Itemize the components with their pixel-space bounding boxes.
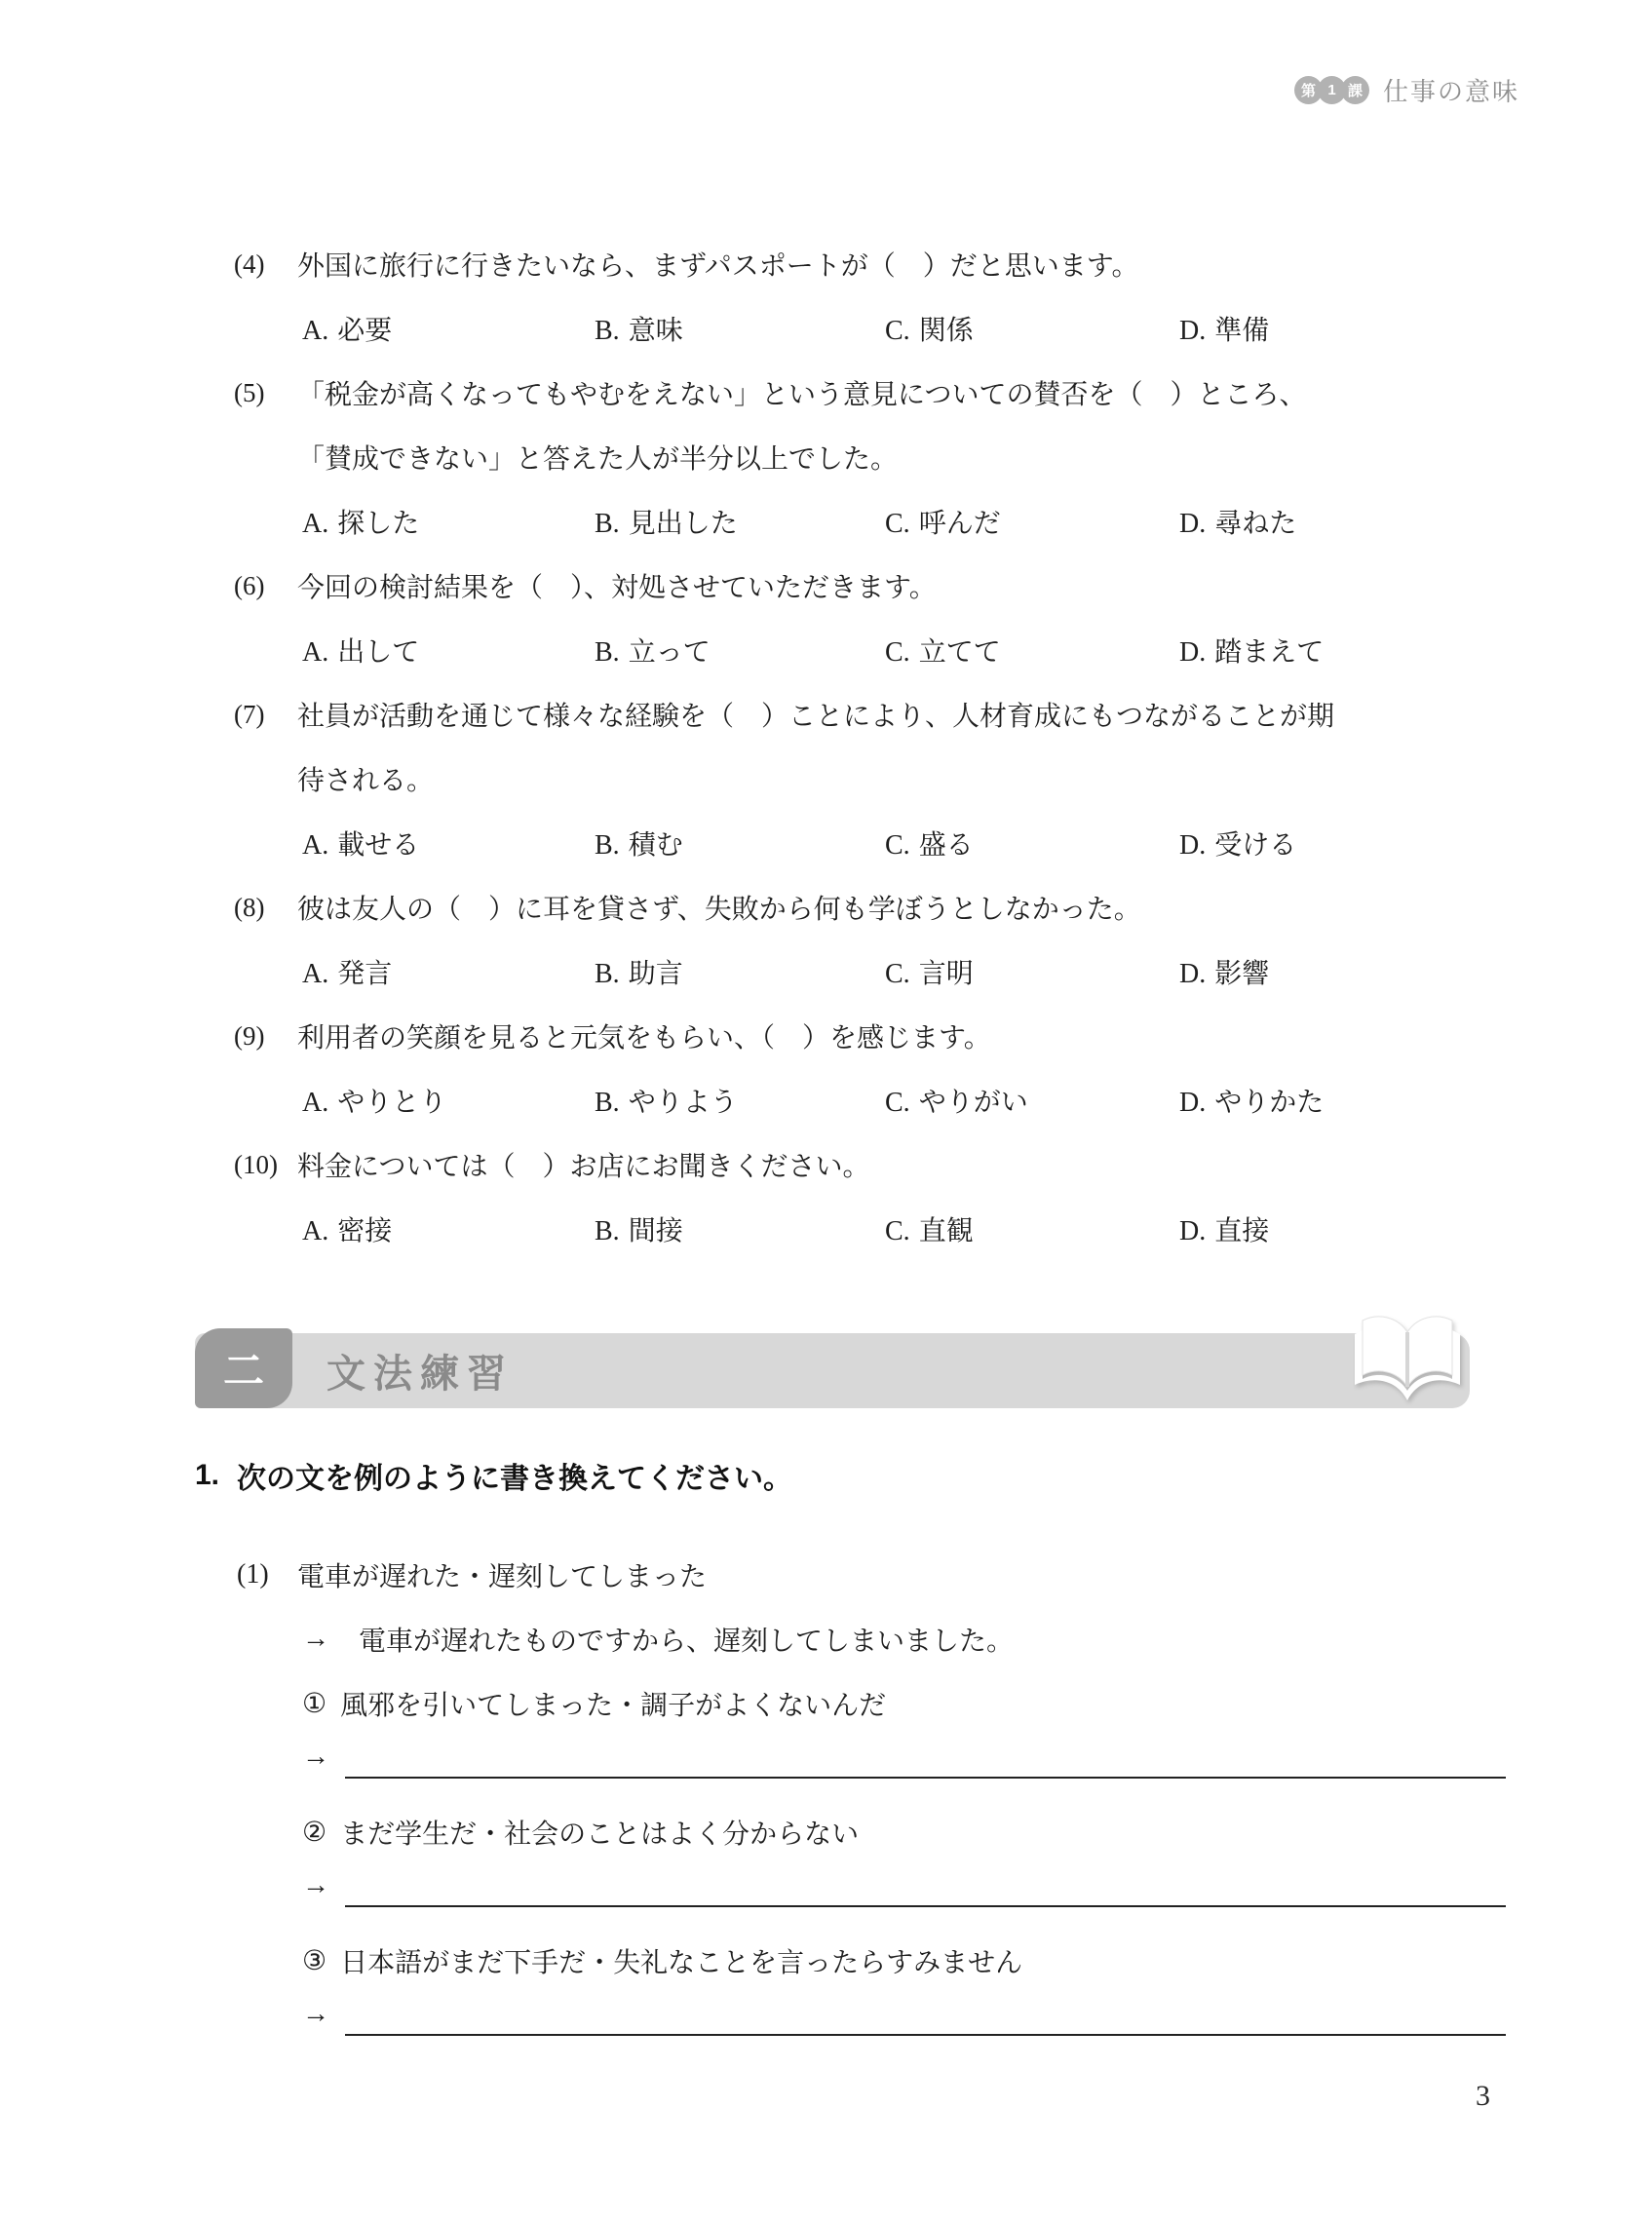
option-text: 盛る (918, 830, 974, 861)
option-text: やりとり (337, 1088, 447, 1118)
option-A (302, 502, 595, 541)
arrow-icon: → (302, 1870, 329, 1900)
option-text: 発言 (337, 959, 393, 989)
option-text: やりよう (628, 1088, 738, 1118)
grammar-example-number: (1) (237, 1559, 269, 1590)
option-letter: C. (885, 830, 910, 861)
question-10-options (0, 1197, 1506, 1261)
option-C (885, 1081, 1179, 1120)
option-C (885, 952, 1179, 991)
question-7-stem-line (0, 682, 1506, 747)
section-title: 文法練習 (327, 1353, 514, 1396)
answer-blank-line (345, 1993, 1506, 2036)
option-letter: A. (302, 1216, 329, 1246)
instruction-text: 次の文を例のように書き換えてください。 (237, 1463, 793, 1495)
option-B (595, 502, 885, 541)
question-9-options (0, 1068, 1506, 1132)
question-stem-text: 料金については（ ）お店にお聞きください。 (297, 1152, 870, 1182)
question-number: (10) (234, 1149, 278, 1179)
option-letter: D. (1179, 830, 1207, 861)
option-text: 尋ねた (1214, 509, 1297, 539)
grammar-example-prompt-text: 電車が遅れた・遅刻してしまった (297, 1562, 708, 1592)
option-letter: A. (302, 959, 329, 989)
grammar-instruction (195, 1454, 1506, 1497)
section-number-badge: 二 (195, 1328, 292, 1408)
grammar-item-prompt-text: まだ学生だ・社会のことはよく分からない (340, 1820, 860, 1850)
question-6-stem-line (0, 554, 1506, 618)
question-7-options (0, 811, 1506, 875)
option-letter: C. (885, 959, 910, 989)
option-letter: A. (302, 316, 329, 346)
option-text: 受ける (1214, 830, 1297, 861)
option-letter: B. (595, 1216, 620, 1246)
option-letter: D. (1179, 316, 1207, 346)
option-text: 助言 (628, 959, 683, 989)
grammar-item-3-answer-blank (195, 1993, 1506, 2057)
option-B (595, 631, 885, 670)
question-stem-text: 「賛成できない」と答えた人が半分以上でした。 (297, 444, 899, 475)
question-10-stem-line (0, 1132, 1506, 1197)
option-C (885, 309, 1179, 348)
question-number: (6) (234, 570, 265, 600)
option-letter: B. (595, 637, 620, 668)
option-B (595, 1081, 885, 1120)
arrow-icon: → (302, 1999, 329, 2029)
option-text: 言明 (918, 959, 974, 989)
option-D (1179, 502, 1296, 541)
question-stem-text: 今回の検討結果を（ ）、対処させていただきます。 (297, 573, 937, 603)
option-text: 出して (337, 637, 420, 668)
question-4-stem-line (0, 232, 1506, 296)
option-letter: B. (595, 316, 620, 346)
option-text: 影響 (1214, 959, 1270, 989)
option-text: 直接 (1214, 1216, 1270, 1246)
option-letter: B. (595, 830, 620, 861)
option-text: 意味 (628, 316, 683, 346)
question-8-stem-line (0, 875, 1506, 939)
chapter-badge-char: 課 (1341, 76, 1369, 104)
option-B (595, 309, 885, 348)
section-banner (195, 1333, 1470, 1408)
chapter-badge-char: 第 (1294, 76, 1323, 104)
question-stem-text: 外国に旅行に行きたいなら、まずパスポートが（ ）だと思います。 (297, 251, 1139, 282)
option-text: 踏まえて (1214, 637, 1325, 668)
question-5-stem-line (0, 361, 1506, 425)
option-C (885, 824, 1179, 862)
question-5-stem-line (0, 425, 1506, 489)
option-letter: D. (1179, 1216, 1207, 1246)
question-number: (9) (234, 1020, 265, 1051)
option-A (302, 309, 595, 348)
arrow-icon: → (302, 1742, 329, 1772)
option-text: 立てて (918, 637, 1001, 668)
option-letter: B. (595, 959, 620, 989)
option-text: 密接 (337, 1216, 393, 1246)
arrow-icon: → (302, 1624, 329, 1654)
option-text: 間接 (628, 1216, 683, 1246)
question-number: (8) (234, 892, 265, 922)
chapter-badge-char: 1 (1318, 76, 1346, 104)
option-D (1179, 952, 1269, 991)
grammar-item-2-prompt (195, 1800, 1506, 1864)
question-8-options (0, 939, 1506, 1004)
grammar-item-number: ③ (302, 1946, 327, 1976)
option-D (1179, 824, 1296, 862)
question-9-stem-line (0, 1004, 1506, 1068)
question-stem-text: 彼は友人の（ ）に耳を貸さず、失敗から何も学ぼうとしなかった。 (297, 895, 1141, 925)
option-B (595, 952, 885, 991)
option-letter: B. (595, 509, 620, 539)
option-text: 関係 (918, 316, 974, 346)
option-B (595, 824, 885, 862)
vocabulary-question-list (0, 232, 1506, 1261)
option-letter: C. (885, 509, 910, 539)
question-number: (7) (234, 699, 265, 729)
question-7-stem-line (0, 747, 1506, 811)
question-5-options (0, 489, 1506, 554)
page-number: 3 (1476, 2080, 1490, 2112)
chapter-title: 仕事の意味 (1383, 77, 1520, 106)
question-stem-text: 「税金が高くなってもやむをえない」という意見についての賛否を（ ）ところ、 (297, 380, 1307, 410)
question-4-options (0, 296, 1506, 361)
grammar-item-prompt-text: 風邪を引いてしまった・調子がよくないんだ (340, 1691, 887, 1721)
option-C (885, 631, 1179, 670)
grammar-item-prompt-text: 日本語がまだ下手だ・失礼なことを言ったらすみません (340, 1948, 1023, 1978)
option-letter: D. (1179, 637, 1207, 668)
option-text: 準備 (1214, 316, 1270, 346)
question-stem-text: 社員が活動を通じて様々な経験を（ ）ことにより、人材育成にもつながることが期 (297, 702, 1335, 732)
option-letter: D. (1179, 959, 1207, 989)
option-letter: B. (595, 1088, 620, 1118)
option-letter: C. (885, 1088, 910, 1118)
question-stem-text: 利用者の笑顔を見ると元気をもらい、（ ）を感じます。 (297, 1023, 991, 1054)
grammar-item-list (195, 1543, 1506, 2057)
option-text: 積む (628, 830, 683, 861)
option-letter: C. (885, 316, 910, 346)
option-A (302, 1081, 595, 1120)
question-number: (5) (234, 377, 265, 407)
grammar-item-1-answer-blank (195, 1736, 1506, 1800)
open-book-icon (1349, 1304, 1466, 1407)
option-letter: D. (1179, 1088, 1207, 1118)
option-text: やりかた (1214, 1088, 1325, 1118)
option-A (302, 1209, 595, 1248)
option-C (885, 502, 1179, 541)
option-C (885, 1209, 1179, 1248)
option-letter: A. (302, 637, 329, 668)
option-letter: C. (885, 1216, 910, 1246)
grammar-item-1-prompt (195, 1671, 1506, 1736)
option-D (1179, 309, 1269, 348)
page-header (1294, 72, 1519, 108)
answer-blank-line (345, 1864, 1506, 1907)
option-text: 立って (628, 637, 711, 668)
grammar-example-answer (195, 1607, 1506, 1671)
option-text: 呼んだ (918, 509, 1001, 539)
grammar-item-2-answer-blank (195, 1864, 1506, 1929)
grammar-item-3-prompt (195, 1929, 1506, 1993)
option-letter: D. (1179, 509, 1207, 539)
answer-blank-line (345, 1736, 1506, 1779)
question-number: (4) (234, 249, 265, 279)
option-B (595, 1209, 885, 1248)
option-text: 必要 (337, 316, 393, 346)
option-text: 載せる (337, 830, 420, 861)
option-letter: A. (302, 509, 329, 539)
option-D (1179, 1081, 1324, 1120)
option-D (1179, 631, 1324, 670)
option-text: 見出した (628, 509, 738, 539)
chapter-badge (1294, 76, 1369, 104)
grammar-example-prompt (195, 1543, 1506, 1607)
option-A (302, 952, 595, 991)
option-D (1179, 1209, 1269, 1248)
option-A (302, 631, 595, 670)
instruction-number: 1. (195, 1459, 220, 1491)
option-letter: A. (302, 830, 329, 861)
grammar-item-number: ① (302, 1689, 327, 1719)
question-stem-text: 待される。 (297, 766, 435, 796)
grammar-item-number: ② (302, 1818, 327, 1848)
option-letter: A. (302, 1088, 329, 1118)
option-text: 探した (337, 509, 420, 539)
grammar-example-answer-text: 電車が遅れたものですから、遅刻してしまいました。 (359, 1627, 1015, 1657)
grammar-section (195, 1454, 1506, 2057)
option-A (302, 824, 595, 862)
option-text: やりがい (918, 1088, 1028, 1118)
question-6-options (0, 618, 1506, 682)
option-text: 直観 (918, 1216, 974, 1246)
option-letter: C. (885, 637, 910, 668)
